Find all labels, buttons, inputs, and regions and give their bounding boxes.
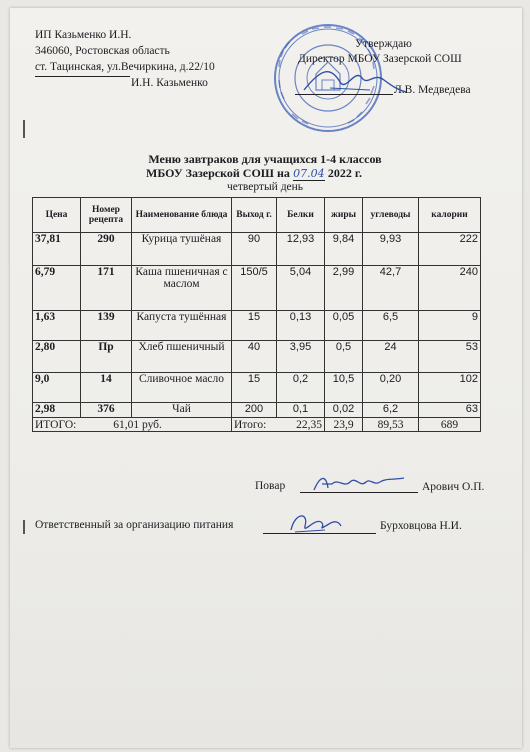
table-row [33, 266, 481, 311]
dish-cell: Капуста тушённая [132, 311, 232, 341]
fat-cell: 2,99 [325, 266, 363, 311]
fat-cell: 0,5 [325, 341, 363, 373]
cook-signature [310, 470, 410, 496]
responsible-label: Ответственный за организацию питания [35, 519, 234, 531]
protein-cell: 0,13 [277, 311, 325, 341]
col-header: калории [419, 198, 481, 233]
price-cell: 2,98 [33, 403, 81, 418]
table-header-row [33, 198, 481, 233]
recipe-cell: 139 [81, 311, 132, 341]
menu-school-date [146, 166, 362, 181]
total-label: ИТОГО: [35, 418, 77, 431]
protein-cell: 0,1 [277, 403, 325, 418]
price-cell: 1,63 [33, 311, 81, 341]
carbs-cell: 24 [363, 341, 419, 373]
responsible-signature [285, 508, 345, 538]
kcal-cell: 240 [419, 266, 481, 311]
carbs-cell: 42,7 [363, 266, 419, 311]
col-header: Белки [277, 198, 325, 233]
total-protein: 22,35 [296, 418, 322, 431]
col-header: Наименование блюда [132, 198, 232, 233]
protein-cell: 5,04 [277, 266, 325, 311]
fat-cell: 9,84 [325, 233, 363, 266]
kcal-cell: 53 [419, 341, 481, 373]
recipe-cell: 171 [81, 266, 132, 311]
carbs-cell: 6,2 [363, 403, 419, 418]
yield-cell: 90 [232, 233, 277, 266]
price-cell: 2,80 [33, 341, 81, 373]
director-signature [300, 60, 410, 100]
protein-cell: 3,95 [277, 341, 325, 373]
table-row [33, 403, 481, 418]
total-kcal: 689 [419, 418, 481, 432]
total-row [33, 418, 481, 432]
total-sum-cell [33, 418, 232, 432]
carbs-cell: 6,5 [363, 311, 419, 341]
fold-mark [23, 120, 25, 138]
company-name: ИП Казьменко И.Н. [35, 29, 132, 41]
col-header: жиры [325, 198, 363, 233]
cook-label: Повар [255, 480, 286, 492]
carbs-cell: 0,20 [363, 373, 419, 403]
fat-cell: 10,5 [325, 373, 363, 403]
recipe-cell: 14 [81, 373, 132, 403]
total-sum: 61,01 руб. [113, 418, 162, 431]
fat-cell: 0,05 [325, 311, 363, 341]
dish-cell: Каша пшеничная с маслом [132, 266, 232, 311]
price-cell: 9,0 [33, 373, 81, 403]
price-cell: 6,79 [33, 266, 81, 311]
handwritten-date: 07.04 [293, 167, 325, 180]
menu-table [32, 197, 481, 432]
col-header: углеводы [363, 198, 419, 233]
table-row [33, 373, 481, 403]
company-address-line2: ст. Тацинская, ул.Вечиркина, д.22/10 [35, 61, 215, 73]
total-label2-cell [232, 418, 325, 432]
responsible-name: Бурховцова Н.И. [380, 520, 462, 532]
company-signer: И.Н. Казьменко [131, 77, 208, 89]
fold-mark [23, 520, 25, 534]
total-fat: 23,9 [325, 418, 363, 432]
yield-cell: 15 [232, 311, 277, 341]
table-row [33, 311, 481, 341]
director-signer: Л.В. Медведева [394, 84, 471, 96]
kcal-cell: 9 [419, 311, 481, 341]
table-row [33, 233, 481, 266]
col-header: Выход г. [232, 198, 277, 233]
carbs-cell: 9,93 [363, 233, 419, 266]
dish-cell: Хлеб пшеничный [132, 341, 232, 373]
menu-day: четвертый день [226, 181, 304, 193]
kcal-cell: 102 [419, 373, 481, 403]
school-name-suffix: 2022 г. [327, 166, 362, 180]
signature-line-left [35, 76, 130, 77]
school-name-prefix: МБОУ Зазерской СОШ на [146, 166, 290, 180]
yield-cell: 150/5 [232, 266, 277, 311]
director-position: Директор МБОУ Зазерской СОШ [298, 53, 462, 65]
recipe-cell: 290 [81, 233, 132, 266]
table-row [33, 341, 481, 373]
total-label2: Итого: [234, 418, 267, 431]
cook-name: Арович О.П. [422, 481, 485, 493]
recipe-cell: Пр [81, 341, 132, 373]
yield-cell: 40 [232, 341, 277, 373]
kcal-cell: 63 [419, 403, 481, 418]
yield-cell: 15 [232, 373, 277, 403]
price-cell: 37,81 [33, 233, 81, 266]
col-header: Цена [33, 198, 81, 233]
col-header: Номер рецепта [81, 198, 132, 233]
protein-cell: 12,93 [277, 233, 325, 266]
protein-cell: 0,2 [277, 373, 325, 403]
yield-cell: 200 [232, 403, 277, 418]
dish-cell: Чай [132, 403, 232, 418]
kcal-cell: 222 [419, 233, 481, 266]
fat-cell: 0,02 [325, 403, 363, 418]
dish-cell: Курица тушёная [132, 233, 232, 266]
dish-cell: Сливочное масло [132, 373, 232, 403]
menu-title: Меню завтраков для учащихся 1-4 классов [148, 152, 382, 166]
recipe-cell: 376 [81, 403, 132, 418]
approve-label: Утверждаю [355, 38, 412, 50]
company-address-line1: 346060, Ростовская область [35, 45, 170, 57]
total-carbs: 89,53 [363, 418, 419, 432]
